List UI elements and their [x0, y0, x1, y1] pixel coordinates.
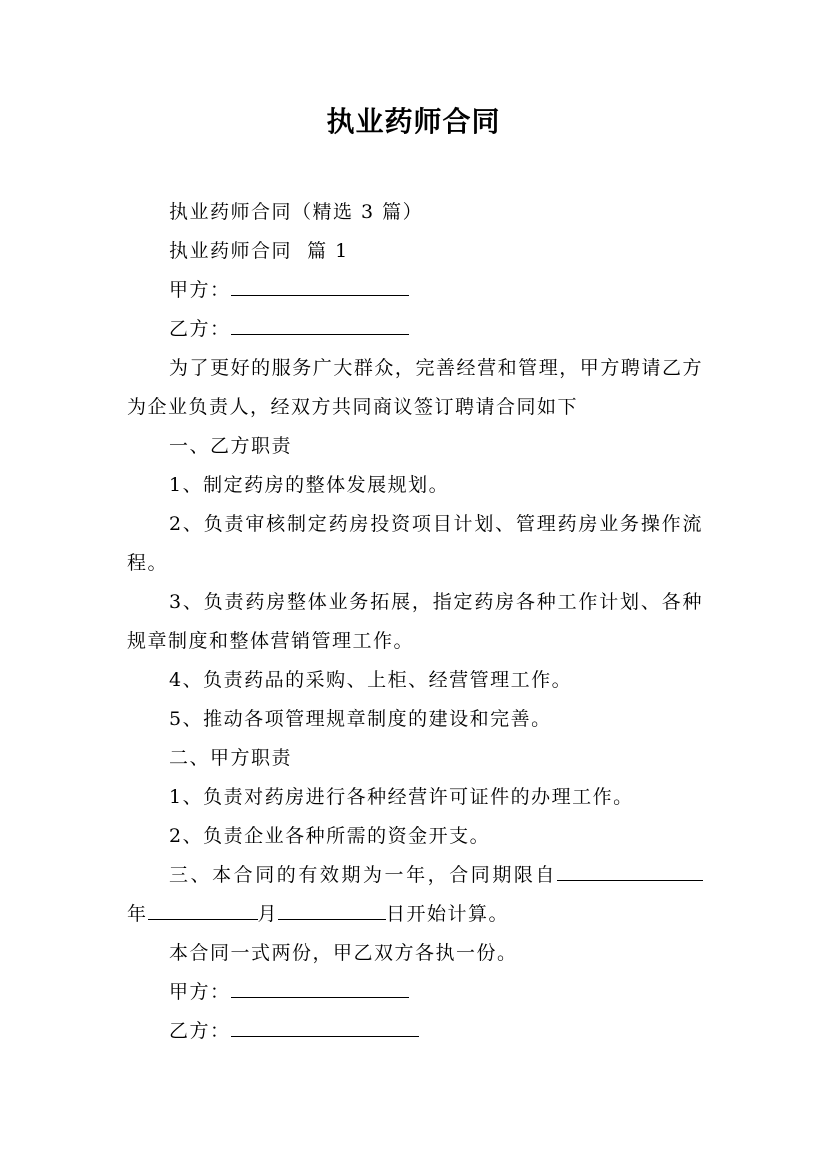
year-blank [148, 897, 258, 920]
copies-paragraph: 本合同一式两份，甲乙双方各执一份。 [169, 942, 518, 964]
sign-party-a-blank [231, 975, 409, 998]
section2-heading: 二、甲方职责 [169, 747, 293, 769]
section1-item: 1、制定药房的整体发展规划。 [169, 474, 450, 496]
party-b-line [127, 310, 703, 349]
party-a-line [127, 271, 703, 310]
year-label: 年 [127, 903, 148, 925]
intro-paragraph: 为了更好的服务广大群众，完善经营和管理，甲方聘请乙方为企业负责人，经双方共同商议签订聘请合同如下 [127, 357, 703, 418]
party-a-label: 甲方： [169, 279, 231, 301]
section1-item: 2、负责审核制定药房投资项目计划、管理药房业务操作流程。 [127, 513, 703, 574]
sign-party-b-line [127, 1012, 703, 1051]
month-blank [278, 897, 386, 920]
month-label: 月 [257, 903, 279, 925]
section3-paragraph [127, 856, 703, 934]
party-b-blank [231, 312, 409, 335]
sign-party-b-label: 乙方： [169, 1020, 231, 1042]
sign-party-a-line [127, 973, 703, 1012]
section1-heading: 一、乙方职责 [169, 435, 293, 457]
party-b-label: 乙方： [169, 318, 231, 340]
section1-item: 3、负责药房整体业务拓展，指定药房各种工作计划、各种规章制度和整体营销管理工作。 [127, 591, 703, 652]
party-a-blank [231, 273, 409, 296]
section3-prefix: 三、本合同的有效期为一年，合同期限自 [169, 864, 557, 886]
section1-item: 4、负责药品的采购、上柜、经营管理工作。 [169, 669, 573, 691]
document-title: 执业药师合同 [326, 105, 501, 138]
subtitle: 执业药师合同（精选 3 篇） [169, 201, 424, 223]
section-heading: 执业药师合同 篇 1 [169, 240, 349, 262]
section2-item: 2、负责企业各种所需的资金开支。 [169, 825, 491, 847]
section3-suffix: 日开始计算。 [386, 903, 510, 925]
sign-party-a-label: 甲方： [169, 981, 231, 1003]
sign-party-b-blank [231, 1014, 419, 1037]
section2-item: 1、负责对药房进行各种经营许可证件的办理工作。 [169, 786, 634, 808]
section1-item: 5、推动各项管理规章制度的建设和完善。 [169, 708, 552, 730]
document-body [127, 193, 703, 1051]
date-start-blank [557, 858, 703, 881]
